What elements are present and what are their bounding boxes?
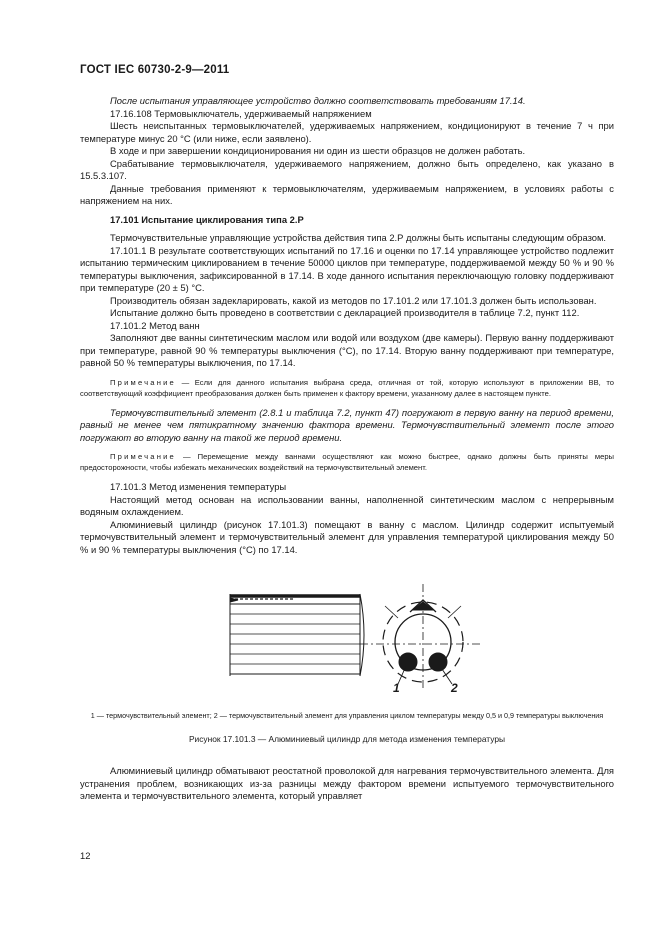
note-text: — Если для данного испытания выбрана среда, отличная от той, которую используют в приложении ВВ, то соответствующий коэффициент преобразования должен быть применен к фактору времени, указанному далее в настоящем пункте.	[80, 377, 614, 398]
figure-cylinder	[80, 562, 614, 710]
paragraph: 17.101.1 В результате соответствующих испытаний по 17.16 и оценки по 17.14 управляющее устройство подлежит испытанию термическим циклированием в течение 50000 циклов при температуре, поддерживаемой между 50 % и 90 % температуры выключения, зафиксированной в 17.14. В ходе данного испытания переключающую головку поддерживают при температуре (20 ± 5) °С.	[80, 244, 614, 293]
figure-label-2: 2	[451, 681, 458, 695]
clause-heading: 17.101.3 Метод изменения температуры	[110, 481, 287, 492]
cylinder-side-view	[230, 594, 364, 676]
paragraph: Шесть неиспытанных термовыключателей, удерживаемых напряжением, кондиционируют в течение 7 ч при температуре минус 20 °С (или ниже, если заявлено).	[80, 120, 614, 144]
cylinder-drawing	[80, 562, 614, 710]
paragraph: Термочувствительный элемент (2.8.1 и таблица 7.2, пункт 47) погружают в первую ванну на период времени, равный не менее чем пятикратному значению фактора времени. Термочувствительный элемент после этого погружают во вторую ванну на такой же период времени.	[80, 406, 614, 443]
note	[80, 377, 614, 399]
cylinder-end-view	[360, 584, 480, 690]
figure-legend: 1 — термочувствительный элемент; 2 — термочувствительный элемент для управления циклом температуры между 0,5 и 0,9 температуры выключения	[90, 711, 604, 720]
body-text	[80, 95, 614, 803]
standard-header: ГОСТ IEC 60730-2-9—2011	[80, 64, 230, 76]
note-label: Примечание	[110, 377, 176, 387]
paragraph: Испытание должно быть проведено в соответствии с декларацией производителя в таблице 7.2, пункт 112.	[110, 307, 580, 318]
note-text: — Перемещение между ваннами осуществляют как можно быстрее, однако должны быть приняты меры предосторожности, чтобы избежать механических воздействий на термочувствительный элемент.	[80, 452, 614, 472]
figure-caption: Рисунок 17.101.3 — Алюминиевый цилиндр для метода изменения температуры	[188, 734, 506, 744]
paragraph: Заполняют две ванны синтетическим маслом или водой или воздухом (две камеры). Первую ванну поддерживают при температуре, равной 90 % температуры выключения (°С), по 17.14. Вторую ванну поддерживают при температуре, равной 50 % температуры выключения, по 17.14.	[80, 332, 614, 368]
paragraph: Алюминиевый цилиндр (рисунок 17.101.3) помещают в ванну с маслом. Цилиндр содержит испытуемый термочувствительный элемент и термочувствительный элемент для управления температурой циклирования между 50 % и 90 % температуры выключения (°С) по 17.14.	[80, 518, 614, 555]
paragraph: Срабатывание термовыключателя, удерживаемого напряжением, должно быть определено, как указано в 15.5.3.107.	[80, 157, 614, 181]
paragraph: В ходе и при завершении кондиционирования ни один из шести образцов не должен работать.	[110, 145, 526, 156]
figure-label-1: 1	[393, 681, 400, 695]
paragraph: Настоящий метод основан на использовании ванны, наполненной синтетическим маслом с непрерывным водяным охлаждением.	[80, 493, 614, 517]
clause-heading: 17.101.2 Метод ванн	[110, 319, 200, 331]
paragraph: Производитель обязан задекларировать, какой из методов по 17.101.2 или 17.101.3 должен быть использован.	[110, 294, 597, 306]
note	[80, 451, 614, 473]
clause-heading: 17.16.108 Термовыключатель, удерживаемый напряжением	[110, 107, 372, 119]
paragraph: Данные требования применяют к термовыключателям, удерживаемым напряжением, в условиях работы с напряжением на них.	[80, 182, 614, 206]
paragraph: Термочувствительные управляющие устройства действия типа 2.Р должны быть испытаны следующим образом.	[110, 232, 607, 243]
page-number: 12	[80, 850, 91, 861]
paragraph: После испытания управляющее устройство должно соответствовать требованиям 17.14.	[110, 95, 526, 106]
note-label: Примечание	[110, 452, 176, 461]
paragraph: Алюминиевый цилиндр обматывают реостатной проволокой для нагревания термочувствительного элемента. Для устранения проблем, возникающих из-за разницы между фактором времени испытуемого термочувствительного элемента и термочувствительного элемента, который управляет	[80, 765, 614, 801]
section-heading: 17.101 Испытание циклирования типа 2.Р	[110, 213, 304, 225]
